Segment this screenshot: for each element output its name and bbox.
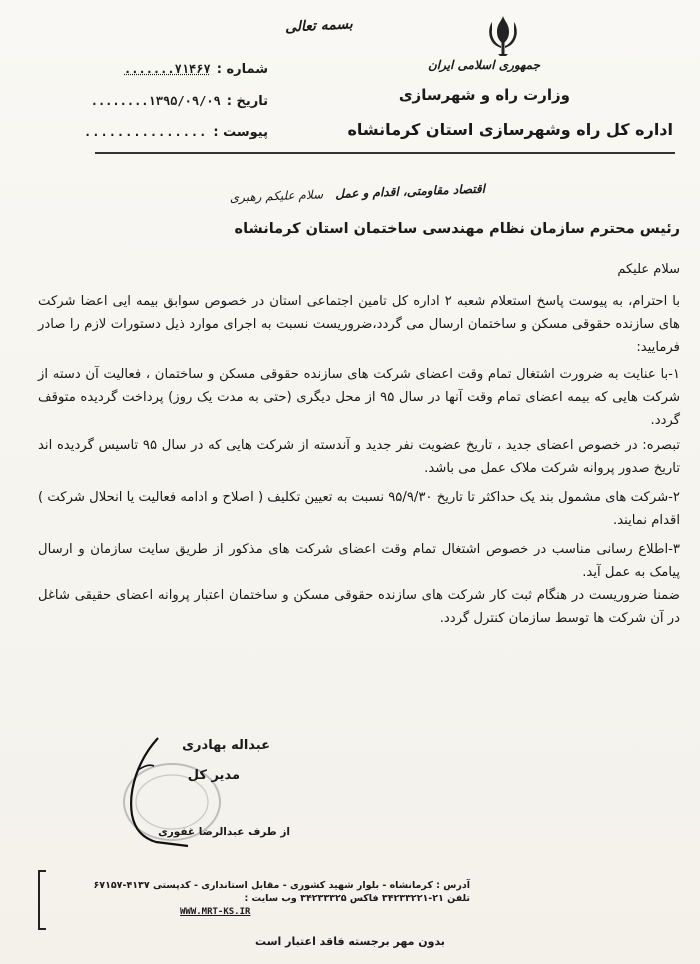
attachment-value: ...............: [84, 125, 208, 139]
footer-phones: تلفن ۲۱-۳۴۲۳۳۲۲۱ فاکس ۳۴۲۳۳۳۲۵ وب سایت :: [244, 893, 470, 904]
body-paragraph: ضمنا ضروریست در هنگام ثبت کار شرکت های سازنده حقوقی مسکن و ساختمان اعتبار پروانه اعضای حقیقی شاغل در آن شرکت ها توسط سازمان کنترل گردد.: [38, 588, 680, 626]
body-paragraph: تبصره: در خصوص اعضای جدید ، تاریخ عضویت نفر جدید و آندسته از شرکت هایی که در سال ۹۵ تاسیس گردیده اند تاریخ صدور پروانه شرکت ملاک عمل می باشد.: [38, 438, 681, 476]
body-paragraph: ۱-با عنایت به ضرورت اشتغال تمام وقت اعضای شرکت های سازنده حقوقی مسکن و ساختمان ، فعالیت آن دسته از شرکت هایی که بیمه اعضای تمام وقت آنها در سال ۹۵ از محل دیگری (حتی به مدت یک روز) پرداخت گردیده متوقف گردد.: [38, 367, 681, 428]
signatory-title: مدیر کل: [187, 768, 240, 783]
attachment-label: پیوست :: [213, 125, 268, 140]
office-title: اداره کل راه وشهرسازی استان کرمانشاه: [347, 120, 673, 139]
header-divider: [95, 152, 675, 154]
date-value: ۱۳۹۵/۰۹/۰۹........: [90, 94, 221, 108]
footer-bracket: [38, 870, 46, 930]
footer-website: WWW.MRT-KS.IR: [180, 907, 251, 917]
on-behalf-of: از طرف عبدالرضا غفوری: [158, 826, 290, 838]
iran-emblem-icon: [480, 12, 526, 58]
date-label: تاریخ :: [226, 94, 268, 109]
letter-attachment: [84, 125, 268, 140]
signatory-name: عبداله بهادری: [182, 738, 270, 753]
number-value: ۷۱۴۶۷.......: [124, 62, 211, 76]
republic-title: جمهوری اسلامی ایران: [427, 58, 540, 72]
referral-text: اقتصاد مقاومتی، اقدام و عمل: [334, 181, 486, 201]
body-paragraph: ۲-شرکت های مشمول بند یک حداکثر تا تاریخ ۹۵/۹/۳۰ نسبت به تعیین تکلیف ( اصلاح و ادامه فعالیت یا انحلال شرکت ) اقدام نمایند.: [38, 490, 681, 528]
footer-disclaimer: بدون مهر برجسته فاقد اعتبار است: [255, 935, 445, 948]
footer-address: آدرس : کرمانشاه - بلوار شهید کشوری - مقابل استانداری - کدپستی ۴۱۳۷-۶۷۱۵۷: [93, 880, 470, 891]
letter-number: [124, 62, 268, 77]
handwritten-referral: [229, 181, 486, 205]
bismillah-text: بسمه تعالی: [284, 16, 354, 36]
letter-date: [91, 94, 268, 109]
referral-signature: سلام علیکم رهبری: [229, 187, 324, 205]
body-paragraph: با احترام، به پیوست پاسخ استعلام شعبه ۲ اداره کل تامین اجتماعی استان در خصوص سوابق بیمه ایی اعضا شرکت های سازنده حقوقی مسکن و ساختمان ارسال می گردد،ضروریست نسبت به اجرای موارد ذیل دستورات لازم را صادر فرمایید:: [38, 294, 680, 355]
letter-body: [38, 290, 680, 630]
recipient-line: رئیس محترم سازمان نظام مهندسی ساختمان استان کرمانشاه: [234, 221, 680, 237]
ministry-title: وزارت راه و شهرسازی: [398, 86, 570, 104]
greeting: سلام علیکم: [617, 262, 680, 277]
body-paragraph: ۳-اطلاع رسانی مناسب در خصوص اشتغال تمام وقت اعضای شرکت های مذکور از طریق سایت سازمان و ارسال پیامک به عمل آید.: [38, 542, 680, 580]
number-label: شماره :: [216, 62, 268, 77]
